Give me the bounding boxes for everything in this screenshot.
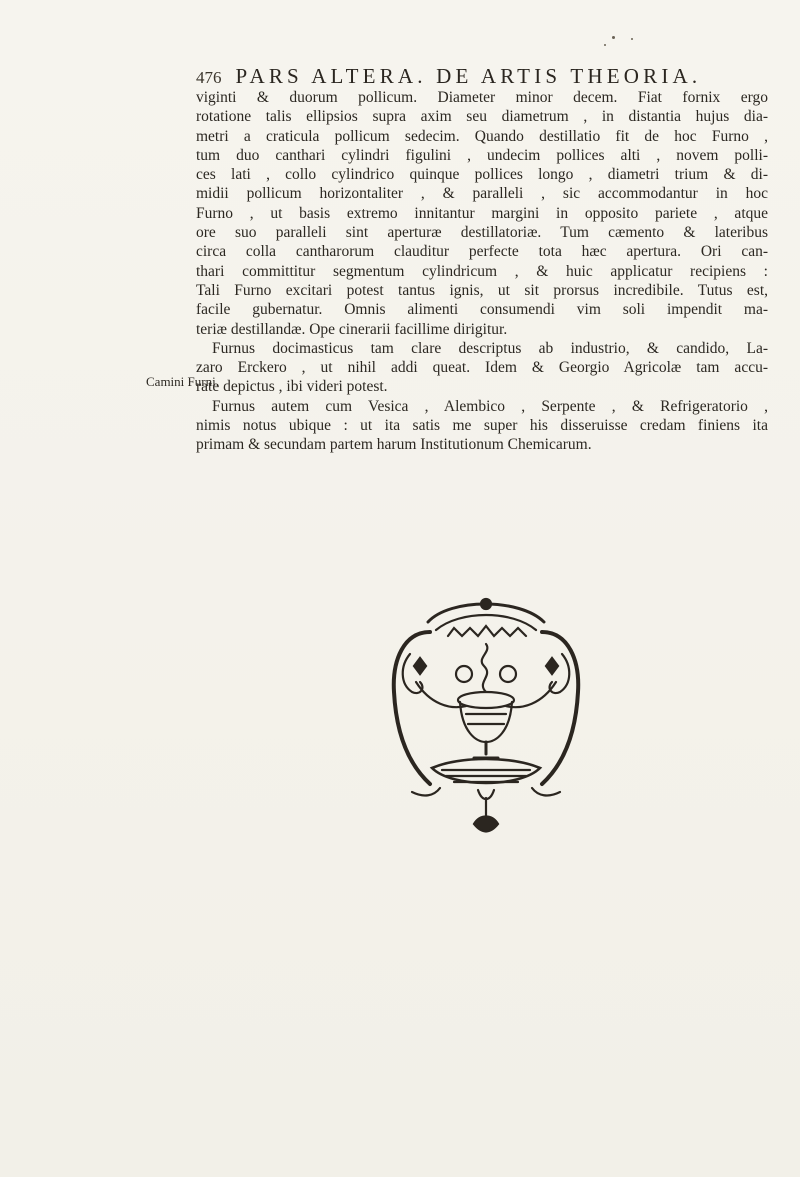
running-title: PARS ALTERA. DE ARTIS THEORIA. [235,64,702,88]
text-line: ore suo paralleli sint aperturæ destillatoriæ. Tum cæmento & lateribus [196,224,768,242]
text-line: viginti & duorum pollicum. Diameter minor decem. Fiat fornix ergo [196,89,768,106]
text-line: Furnus docimasticus tam clare descriptus ab industrio, & candido, La- [212,339,768,357]
text-line: midii pollicum horizontaliter , & paralleli , sic accommodantur in hoc [196,185,768,203]
ink-speck [612,36,615,39]
text-line: nimis notus ubique : ut ita satis me super his disseruisse credam finiens ita [196,417,768,435]
ornamental-vignette-icon [370,592,602,842]
text-line: zaro Erckero , ut nihil addi queat. Idem & Georgio Agricolæ tam accu- [196,359,768,377]
text-line: circa colla cantharorum clauditur perfecte tota hæc apertura. Ori can- [196,243,768,261]
text-line: rate depictus , ibi videri potest. [196,378,388,396]
text-line: teriæ destillandæ. Ope cinerarii facillime dirigitur. [196,320,508,338]
page-number: 476 [196,68,222,87]
body-text [196,88,768,455]
text-line: facile gubernatur. Omnis alimenti consumendi vim soli impendit ma- [196,301,768,319]
text-line: Furno , ut basis extremo innitantur margini in opposito pariete , atque [196,204,768,222]
text-line: thari committitur segmentum cylindricum , & huic applicatur recipiens : [196,262,768,280]
text-line: metri a craticula pollicum sedecim. Quando destillatio fit de hoc Furno , [196,127,768,145]
ink-speck [631,38,633,40]
text-line: primam & secundam partem harum Institutionum Chemicarum. [196,436,592,454]
ink-speck [604,44,606,46]
text-line: tum duo canthari cylindri figulini , undecim pollices alti , novem polli- [196,146,768,164]
text-line: Furnus autem cum Vesica , Alembico , Serpente , & Refrigeratorio , [212,397,768,415]
text-line: rotatione talis ellipsios supra axim seu diametrum , in distantia hujus dia- [196,108,768,126]
text-line: ces lati , collo cylindrico quinque pollices longo , diametri trium & di- [196,166,768,184]
text-line: Tali Furno excitari potest tantus ignis, ut sit prorsus incredibile. Tutus est, [196,281,768,299]
page-header [196,64,756,90]
marginal-note: Camini Furni. [146,374,219,389]
